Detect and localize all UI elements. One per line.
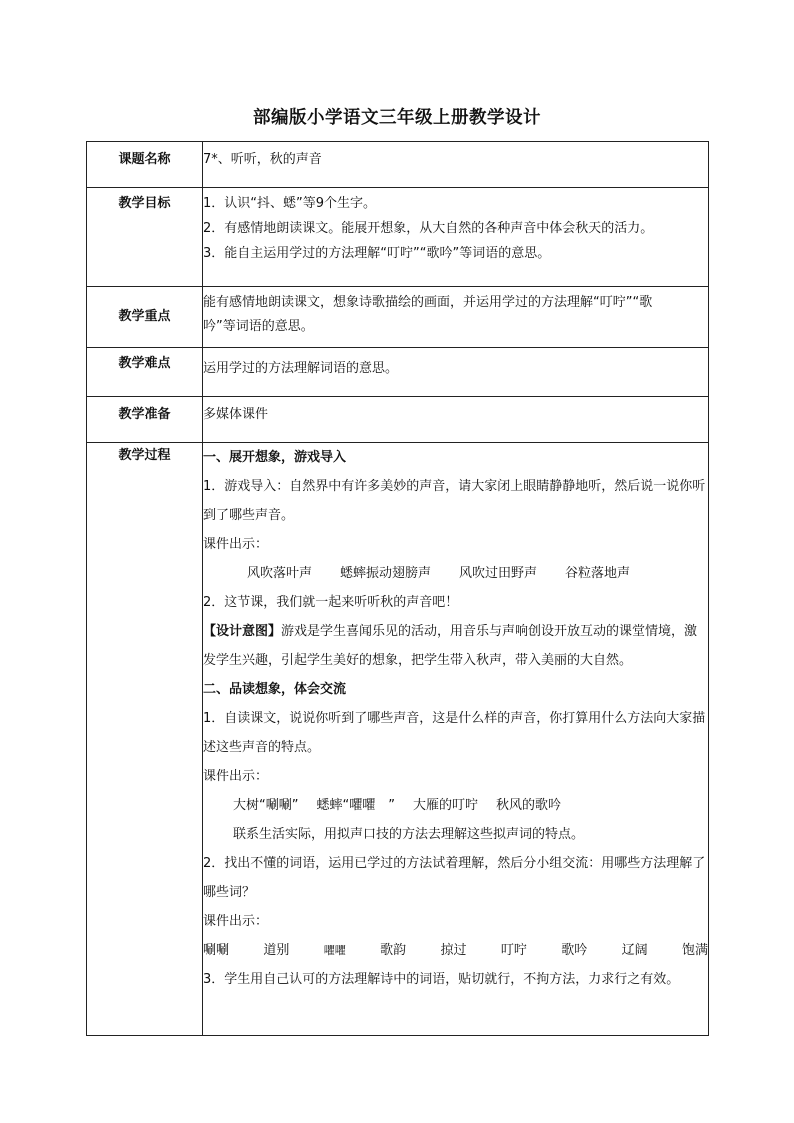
teaching-process-content [203, 443, 709, 1036]
list-item: 秋风的歌吟 [495, 798, 561, 813]
row-teaching-goals [87, 188, 709, 287]
vocab-word: 饱满 [681, 943, 708, 958]
difficulty-value: 运用学过的方法理解词语的意思。 [203, 348, 709, 397]
key-line: 能有感情地朗读课文，想象诗歌描绘的画面，并运用学过的方法理解“叮咛”“歌 [203, 295, 653, 310]
design-intent [203, 617, 708, 675]
row-preparation [87, 397, 709, 443]
sound-list [203, 559, 708, 588]
design-intent-tag: 【设计意图】 [203, 624, 282, 639]
courseware-label: 课件出示： [203, 537, 269, 552]
lesson-plan-table [86, 141, 709, 1036]
vocab-word: 㘗㘗 [323, 944, 346, 957]
design-intent-text: 游戏是学生喜闻乐见的活动，用音乐与声响创设开放互动的课堂情境，激发学生兴趣，引起学生美好的想象，把学生带入秋声，带入美丽的大自然。 [203, 624, 698, 668]
list-item: 大雁的叮咛 [412, 798, 478, 813]
vocab-word: 唰唰 [203, 943, 230, 958]
label-teaching-goals: 教学目标 [87, 188, 203, 287]
paragraph: 1．游戏导入：自然界中有许多美妙的声音，请大家闭上眼睛静静地听，然后说一说你听到了哪些声音。 [203, 479, 706, 523]
document-title: 部编版小学语文三年级上册教学设计 [253, 108, 541, 128]
vocab-word: 歌韵 [380, 943, 407, 958]
onomatopoeia-list [203, 791, 708, 820]
paragraph: 1．自读课文，说说你听到了哪些声音，这是什么样的声音，你打算用什么方法向大家描述这些声音的特点。 [203, 711, 706, 755]
list-item: 风吹过田野声 [459, 566, 538, 581]
key-line: 吟”等词语的意思。 [203, 319, 314, 334]
vocabulary-list [203, 936, 708, 965]
list-item: 风吹落叶声 [247, 566, 313, 581]
list-item: 谷粒落地声 [565, 566, 631, 581]
label-teaching-process: 教学过程 [87, 443, 203, 1036]
goal-line: 3．能自主运用学过的方法理解“叮咛”“歌吟”等词语的意思。 [203, 246, 551, 261]
paragraph: 联系生活实际，用拟声口技的方法去理解这些拟声词的特点。 [233, 827, 585, 842]
vocab-word: 掠过 [440, 943, 467, 958]
row-difficulty [87, 348, 709, 397]
goal-line: 1．认识“抖、蟋”等9个生字。 [203, 196, 377, 211]
lesson-name-value: 7*、听听，秋的声音 [203, 142, 709, 188]
courseware-label: 课件出示： [203, 769, 269, 784]
paragraph: 2．这节课，我们就一起来听听秋的声音吧！ [203, 595, 459, 610]
vocab-word: 歌吟 [561, 943, 588, 958]
list-item: 蟋蟀振动翅膀声 [340, 566, 432, 581]
list-item: 大树“唰唰” [233, 798, 299, 813]
key-points-content [203, 287, 709, 348]
label-preparation: 教学准备 [87, 397, 203, 443]
label-lesson-name: 课题名称 [87, 142, 203, 188]
list-item: 蟋蟀“㘗㘗 ” [316, 798, 395, 813]
vocab-word: 叮咛 [500, 943, 527, 958]
paragraph: 3．学生用自己认可的方法理解诗中的词语，贴切就行，不拘方法，力求行之有效。 [203, 972, 680, 987]
section-heading: 二、品读想象，体会交流 [203, 682, 347, 697]
teaching-goals-content [203, 188, 709, 287]
row-teaching-process [87, 443, 709, 1036]
courseware-label: 课件出示： [203, 914, 269, 929]
preparation-value: 多媒体课件 [203, 397, 709, 443]
label-difficulty: 教学难点 [87, 348, 203, 397]
row-key-points [87, 287, 709, 348]
section-heading: 一、展开想象，游戏导入 [203, 450, 347, 465]
paragraph: 2．找出不懂的词语，运用已学过的方法试着理解，然后分小组交流：用哪些方法理解了哪些词？ [203, 856, 706, 900]
vocab-word: 辽阔 [621, 943, 648, 958]
label-key-points: 教学重点 [87, 287, 203, 348]
row-lesson-name [87, 142, 709, 188]
goal-line: 2．有感情地朗读课文。能展开想象，从大自然的各种声音中体会秋天的活力。 [203, 221, 654, 236]
vocab-word: 道别 [263, 943, 290, 958]
